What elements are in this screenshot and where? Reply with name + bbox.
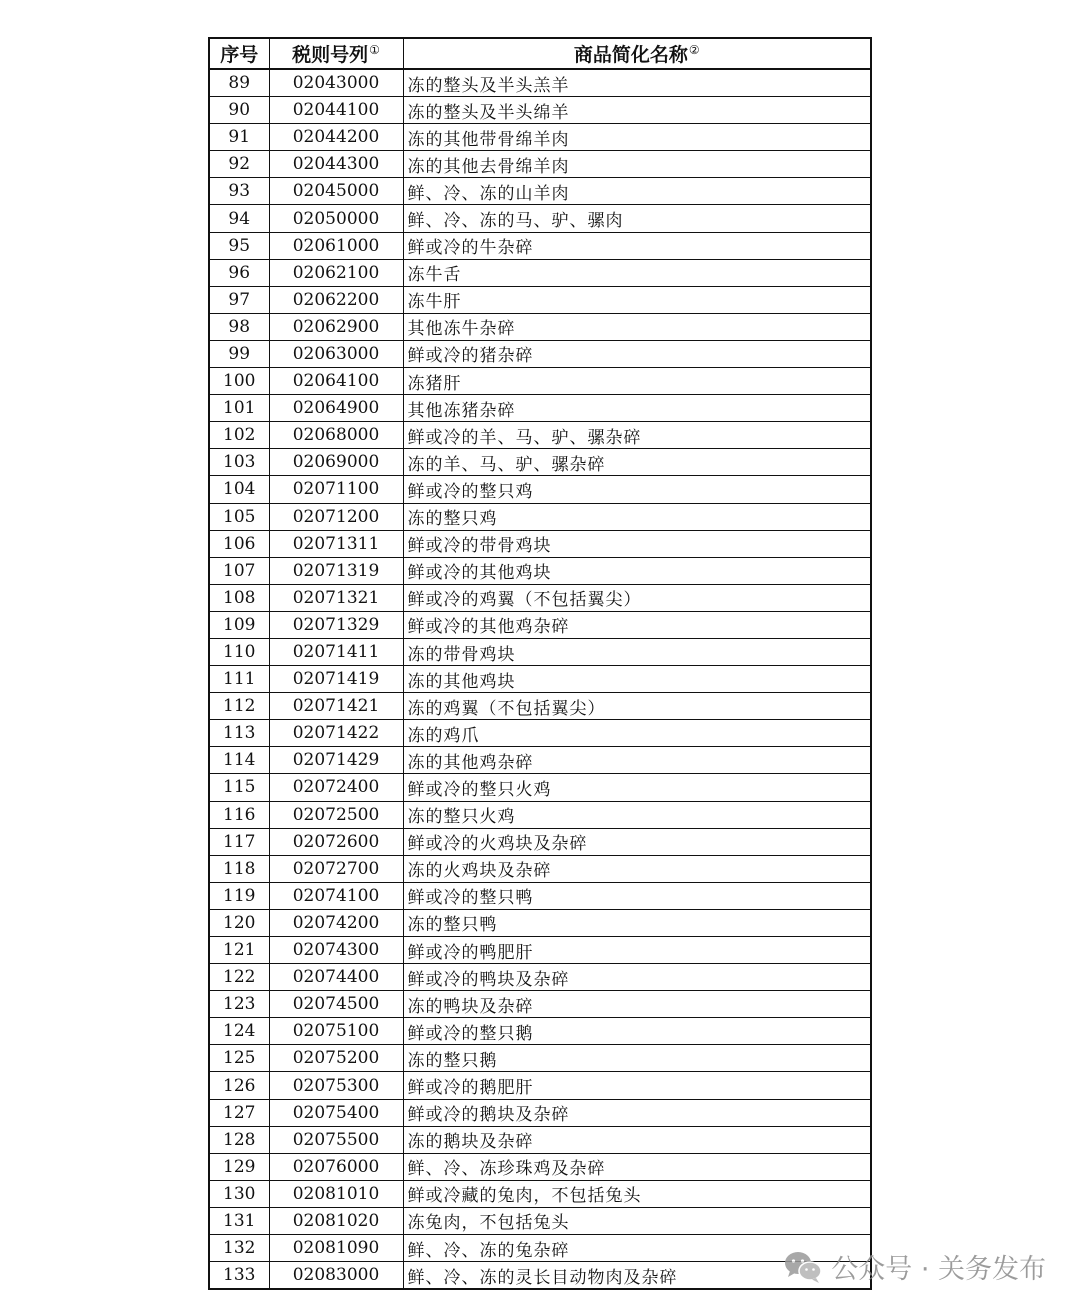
cell-name: 冻的整只鹅 <box>403 1045 871 1072</box>
cell-seq: 119 <box>209 882 269 909</box>
cell-name: 冻猪肝 <box>403 368 871 395</box>
cell-name: 冻的鸡翼（不包括翼尖） <box>403 693 871 720</box>
cell-name: 鲜或冷的鹅块及杂碎 <box>403 1099 871 1126</box>
cell-name: 鲜或冷的牛杂碎 <box>403 232 871 259</box>
cell-name: 冻的整只鸭 <box>403 909 871 936</box>
cell-code: 02074100 <box>269 882 403 909</box>
cell-seq: 102 <box>209 422 269 449</box>
cell-name: 冻的鸭块及杂碎 <box>403 991 871 1018</box>
cell-seq: 101 <box>209 395 269 422</box>
table-row <box>209 1045 871 1072</box>
table-row <box>209 368 871 395</box>
cell-seq: 128 <box>209 1126 269 1153</box>
cell-seq: 92 <box>209 151 269 178</box>
cell-code: 02071411 <box>269 638 403 665</box>
cell-name: 冻的整只鸡 <box>403 503 871 530</box>
cell-seq: 89 <box>209 69 269 97</box>
cell-seq: 112 <box>209 693 269 720</box>
cell-seq: 127 <box>209 1099 269 1126</box>
cell-code: 02072700 <box>269 855 403 882</box>
cell-seq: 113 <box>209 720 269 747</box>
cell-code: 02061000 <box>269 232 403 259</box>
table-row <box>209 909 871 936</box>
table-row <box>209 1153 871 1180</box>
cell-code: 02071311 <box>269 530 403 557</box>
cell-name: 鲜或冷的整只鸡 <box>403 476 871 503</box>
cell-seq: 111 <box>209 666 269 693</box>
table-row <box>209 1207 871 1234</box>
cell-name: 鲜或冷的带骨鸡块 <box>403 530 871 557</box>
table-row <box>209 747 871 774</box>
cell-code: 02050000 <box>269 205 403 232</box>
watermark <box>783 1247 1046 1286</box>
cell-seq: 131 <box>209 1207 269 1234</box>
cell-name: 冻的其他鸡块 <box>403 666 871 693</box>
cell-code: 02044100 <box>269 97 403 124</box>
cell-code: 02072400 <box>269 774 403 801</box>
cell-code: 02043000 <box>269 69 403 97</box>
table-row <box>209 693 871 720</box>
cell-seq: 132 <box>209 1235 269 1262</box>
cell-seq: 90 <box>209 97 269 124</box>
header-code-footnote: ① <box>369 42 380 57</box>
cell-code: 02075200 <box>269 1045 403 1072</box>
cell-seq: 110 <box>209 638 269 665</box>
cell-name: 鲜或冷藏的兔肉，不包括兔头 <box>403 1180 871 1207</box>
cell-name: 鲜、冷、冻的马、驴、骡肉 <box>403 205 871 232</box>
cell-seq: 100 <box>209 368 269 395</box>
cell-code: 02071321 <box>269 584 403 611</box>
cell-code: 02075500 <box>269 1126 403 1153</box>
cell-name: 其他冻猪杂碎 <box>403 395 871 422</box>
cell-code: 02044300 <box>269 151 403 178</box>
cell-name: 鲜、冷、冻的山羊肉 <box>403 178 871 205</box>
header-code <box>269 38 403 69</box>
cell-seq: 93 <box>209 178 269 205</box>
cell-name: 鲜或冷的其他鸡块 <box>403 557 871 584</box>
table-row <box>209 1126 871 1153</box>
table-row <box>209 1262 871 1290</box>
watermark-text: 公众号 · 关务发布 <box>831 1254 1046 1285</box>
cell-code: 02062200 <box>269 286 403 313</box>
cell-seq: 94 <box>209 205 269 232</box>
cell-name: 鲜、冷、冻的灵长目动物肉及杂碎 <box>403 1262 871 1290</box>
table-row <box>209 340 871 367</box>
cell-code: 02071200 <box>269 503 403 530</box>
cell-name: 冻的整头及半头羔羊 <box>403 69 871 97</box>
table-row <box>209 855 871 882</box>
cell-name: 鲜或冷的猪杂碎 <box>403 340 871 367</box>
header-row <box>209 38 871 69</box>
cell-name: 冻牛肝 <box>403 286 871 313</box>
table-row <box>209 801 871 828</box>
cell-name: 其他冻牛杂碎 <box>403 313 871 340</box>
cell-code: 02045000 <box>269 178 403 205</box>
cell-code: 02071319 <box>269 557 403 584</box>
header-seq-label: 序号 <box>220 44 259 66</box>
cell-code: 02064900 <box>269 395 403 422</box>
table-row <box>209 666 871 693</box>
table-row <box>209 991 871 1018</box>
cell-name: 冻的羊、马、驴、骡杂碎 <box>403 449 871 476</box>
cell-name: 冻的带骨鸡块 <box>403 638 871 665</box>
table-row <box>209 1099 871 1126</box>
cell-name: 鲜或冷的整只火鸡 <box>403 774 871 801</box>
cell-seq: 114 <box>209 747 269 774</box>
header-name-footnote: ② <box>688 42 700 57</box>
cell-name: 冻的其他去骨绵羊肉 <box>403 151 871 178</box>
tariff-table <box>208 37 872 1290</box>
cell-seq: 116 <box>209 801 269 828</box>
cell-code: 02074300 <box>269 937 403 964</box>
table-row <box>209 476 871 503</box>
header-name-label: 商品简化名称 <box>573 44 688 66</box>
cell-name: 鲜或冷的火鸡块及杂碎 <box>403 828 871 855</box>
cell-code: 02071422 <box>269 720 403 747</box>
table-row <box>209 964 871 991</box>
cell-code: 02044200 <box>269 124 403 151</box>
cell-code: 02071429 <box>269 747 403 774</box>
table-row <box>209 69 871 97</box>
cell-seq: 129 <box>209 1153 269 1180</box>
cell-seq: 96 <box>209 259 269 286</box>
table-row <box>209 205 871 232</box>
cell-name: 冻兔肉，不包括兔头 <box>403 1207 871 1234</box>
cell-seq: 130 <box>209 1180 269 1207</box>
cell-code: 02075400 <box>269 1099 403 1126</box>
cell-name: 冻的整只火鸡 <box>403 801 871 828</box>
cell-seq: 103 <box>209 449 269 476</box>
cell-code: 02081010 <box>269 1180 403 1207</box>
cell-seq: 115 <box>209 774 269 801</box>
header-name <box>403 38 871 69</box>
header-seq <box>209 38 269 69</box>
cell-seq: 99 <box>209 340 269 367</box>
cell-seq: 122 <box>209 964 269 991</box>
cell-code: 02074500 <box>269 991 403 1018</box>
table-row <box>209 449 871 476</box>
table-row <box>209 1235 871 1262</box>
table-row <box>209 232 871 259</box>
table-body <box>209 69 871 1289</box>
cell-code: 02075100 <box>269 1018 403 1045</box>
cell-seq: 120 <box>209 909 269 936</box>
cell-code: 02074400 <box>269 964 403 991</box>
cell-code: 02071100 <box>269 476 403 503</box>
cell-seq: 104 <box>209 476 269 503</box>
cell-name: 冻的其他鸡杂碎 <box>403 747 871 774</box>
table-row <box>209 313 871 340</box>
table-row <box>209 97 871 124</box>
table-row <box>209 882 871 909</box>
cell-name: 鲜或冷的鸭肥肝 <box>403 937 871 964</box>
cell-seq: 98 <box>209 313 269 340</box>
cell-code: 02062100 <box>269 259 403 286</box>
cell-code: 02075300 <box>269 1072 403 1099</box>
table-row <box>209 286 871 313</box>
table-row <box>209 937 871 964</box>
header-code-label: 税则号列 <box>292 44 369 66</box>
cell-name: 冻的其他带骨绵羊肉 <box>403 124 871 151</box>
cell-seq: 107 <box>209 557 269 584</box>
table-row <box>209 720 871 747</box>
cell-name: 鲜或冷的整只鹅 <box>403 1018 871 1045</box>
cell-seq: 118 <box>209 855 269 882</box>
cell-code: 02083000 <box>269 1262 403 1290</box>
cell-name: 冻的整头及半头绵羊 <box>403 97 871 124</box>
cell-seq: 124 <box>209 1018 269 1045</box>
cell-name: 鲜或冷的鸡翼（不包括翼尖） <box>403 584 871 611</box>
table-row <box>209 611 871 638</box>
cell-seq: 95 <box>209 232 269 259</box>
cell-seq: 133 <box>209 1262 269 1290</box>
cell-name: 鲜、冷、冻珍珠鸡及杂碎 <box>403 1153 871 1180</box>
cell-code: 02071419 <box>269 666 403 693</box>
cell-seq: 109 <box>209 611 269 638</box>
cell-code: 02063000 <box>269 340 403 367</box>
table-row <box>209 584 871 611</box>
cell-seq: 91 <box>209 124 269 151</box>
table-row <box>209 530 871 557</box>
table-row <box>209 151 871 178</box>
cell-code: 02072600 <box>269 828 403 855</box>
cell-seq: 108 <box>209 584 269 611</box>
cell-name: 鲜或冷的其他鸡杂碎 <box>403 611 871 638</box>
cell-seq: 126 <box>209 1072 269 1099</box>
cell-name: 鲜、冷、冻的兔杂碎 <box>403 1235 871 1262</box>
cell-name: 鲜或冷的整只鸭 <box>403 882 871 909</box>
cell-code: 02071421 <box>269 693 403 720</box>
cell-name: 冻的鸡爪 <box>403 720 871 747</box>
table-row <box>209 178 871 205</box>
cell-code: 02071329 <box>269 611 403 638</box>
cell-seq: 97 <box>209 286 269 313</box>
cell-seq: 123 <box>209 991 269 1018</box>
cell-seq: 105 <box>209 503 269 530</box>
cell-seq: 121 <box>209 937 269 964</box>
table-row <box>209 422 871 449</box>
cell-seq: 117 <box>209 828 269 855</box>
cell-seq: 106 <box>209 530 269 557</box>
table-row <box>209 774 871 801</box>
table-row <box>209 638 871 665</box>
table-row <box>209 557 871 584</box>
table-row <box>209 1180 871 1207</box>
cell-name: 冻的火鸡块及杂碎 <box>403 855 871 882</box>
cell-name: 鲜或冷的鹅肥肝 <box>403 1072 871 1099</box>
cell-code: 02081090 <box>269 1235 403 1262</box>
cell-code: 02074200 <box>269 909 403 936</box>
table-row <box>209 1072 871 1099</box>
table-row <box>209 828 871 855</box>
table-row <box>209 1018 871 1045</box>
cell-seq: 125 <box>209 1045 269 1072</box>
cell-name: 冻牛舌 <box>403 259 871 286</box>
table-row <box>209 124 871 151</box>
cell-code: 02072500 <box>269 801 403 828</box>
table-row <box>209 503 871 530</box>
table-header <box>209 38 871 69</box>
cell-name: 鲜或冷的羊、马、驴、骡杂碎 <box>403 422 871 449</box>
cell-code: 02076000 <box>269 1153 403 1180</box>
cell-code: 02062900 <box>269 313 403 340</box>
cell-code: 02081020 <box>269 1207 403 1234</box>
cell-code: 02064100 <box>269 368 403 395</box>
cell-name: 鲜或冷的鸭块及杂碎 <box>403 964 871 991</box>
table-row <box>209 259 871 286</box>
table-row <box>209 395 871 422</box>
cell-code: 02069000 <box>269 449 403 476</box>
cell-name: 冻的鹅块及杂碎 <box>403 1126 871 1153</box>
cell-code: 02068000 <box>269 422 403 449</box>
wechat-icon <box>783 1250 823 1284</box>
